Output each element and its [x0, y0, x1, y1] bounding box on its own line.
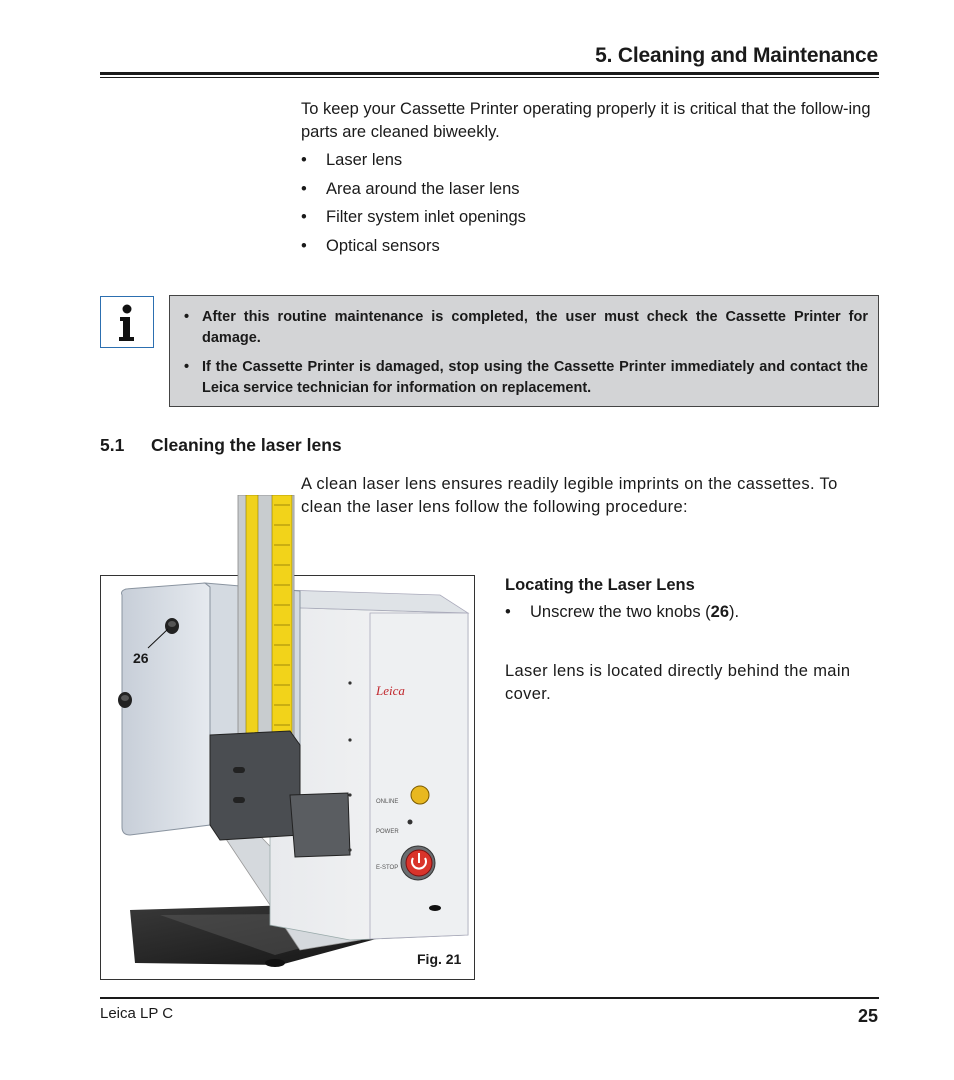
carriage-block: [210, 731, 300, 840]
info-icon: [100, 296, 154, 348]
section-title: Cleaning the laser lens: [151, 435, 342, 455]
notice-item: • After this routine maintenance is completed, the user must check the Cassette Printer for damage.: [184, 307, 868, 348]
list-item: • Area around the laser lens: [301, 178, 526, 207]
online-label: ONLINE: [376, 799, 399, 805]
list-item: • Laser lens: [301, 149, 526, 178]
locating-step: [505, 603, 739, 622]
brand-logo: Leica: [376, 683, 405, 698]
list-item: • Filter system inlet openings: [301, 206, 526, 235]
locating-step-suffix: ).: [729, 603, 740, 621]
footer-product: Leica LP C: [100, 1005, 174, 1022]
section-number: 5.1: [100, 435, 125, 455]
section-header-title: 5. Cleaning and Maintenance: [595, 44, 878, 67]
online-button: [411, 786, 429, 804]
cleaning-parts-list: [301, 149, 526, 264]
knob-lower: [118, 692, 132, 708]
header-rule-thick: [100, 72, 879, 75]
notice-item: • If the Cassette Printer is damaged, stop using the Cassette Printer immediately and contact the Leica service technician for information on replacement.: [184, 357, 868, 398]
cassette-printer-illustration: [100, 495, 475, 980]
main-cover: [122, 583, 211, 835]
estop-label: E-STOP: [376, 865, 399, 871]
notice-box: [169, 295, 879, 407]
info-icon-glyph: [101, 297, 152, 346]
intro-paragraph: To keep your Cassette Printer operating properly it is critical that the follow-ing parts are cleaned biweekly.: [301, 100, 871, 141]
page-number: 25: [857, 1006, 878, 1026]
footer-rule: [100, 997, 879, 999]
power-label: POWER: [376, 829, 399, 835]
lens-location-paragraph: Laser lens is located directly behind the main cover.: [505, 662, 851, 703]
header-rule-thin: [100, 77, 879, 78]
locating-step-prefix: Unscrew the two knobs (: [530, 603, 711, 621]
power-indicator: [408, 820, 413, 825]
figure-callout: 26: [133, 650, 149, 666]
knob-reference: 26: [710, 603, 730, 621]
section-intro-paragraph: A clean laser lens ensures readily legible imprints on the cassettes. To clean the laser lens follow the following procedure:: [301, 475, 838, 516]
locating-heading: Locating the Laser Lens: [505, 576, 695, 594]
list-item: • Optical sensors: [301, 235, 526, 264]
figure-label: Fig. 21: [417, 951, 462, 967]
knob-upper: [165, 618, 179, 634]
